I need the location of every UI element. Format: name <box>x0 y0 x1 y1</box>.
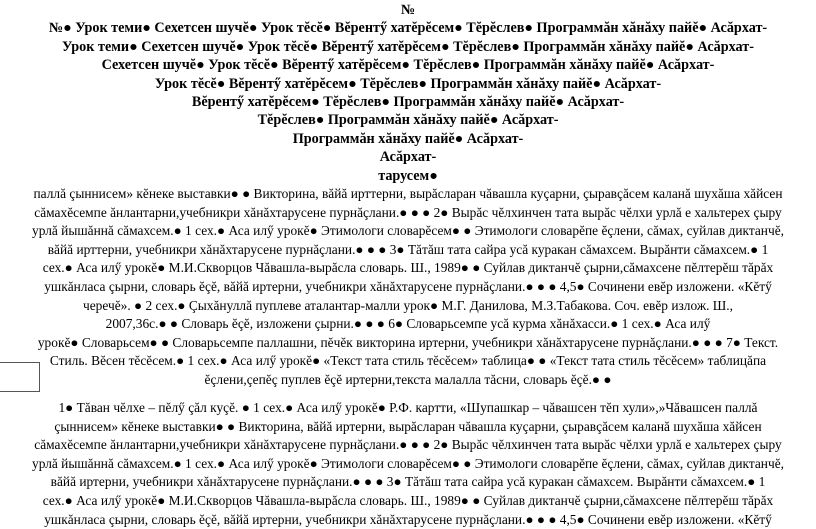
header-line: Асăрхат- <box>379 149 437 166</box>
body-line: Стиль. Вĕсен тĕсĕсем.● 1 сех.● Аса илӳ урокĕ● «Текст тата стиль тĕсĕсем» таблица● ● «Текст тата стиль тĕсĕсем» таблицăпа <box>49 353 767 369</box>
body-line: сăмахĕсемпе ăнлантарни,учебникри хăнăхтарусене пурнăçлани.● ● ● 2● Вырăс чĕлхинчен тата вырăс чĕлхи урлă е хальтерех çыру <box>34 437 782 453</box>
header-line: Сехетсен шучĕ● Урок тĕсĕ● Вĕрентӳ хатĕрĕсем● Тĕрĕслев● Программăн хăнăху пайĕ● Асăрхат- <box>101 57 715 74</box>
body-line: ушкăнласа çырни, словарь ĕçĕ, вăйă иртерни, учебникри хăнăхтарусене пурнăçлани.● ● ● 4,5● Сочинени евĕр изложени. «Кĕтӳ <box>44 279 772 295</box>
body-line: урлă йышăннă сăмахсем.● 1 сех.● Аса илӳ урокĕ● Этимологи словарĕсем● ● Этимологи словарĕпе ĕçлени, сăмах, суйлав диктанчĕ, <box>32 455 784 471</box>
header-line: Урок тĕсĕ● Вĕрентӳ хатĕрĕсем● Тĕрĕслев● Программăн хăнăху пайĕ● Асăрхат- <box>154 75 662 92</box>
header-line: Урок теми● Сехетсен шучĕ● Урок тĕсĕ● Вĕрентӳ хатĕрĕсем● Тĕрĕслев● Программăн хăнăху пайĕ● Асăрхат- <box>62 38 754 55</box>
header-line: №● Урок теми● Сехетсен шучĕ● Урок тĕсĕ● Вĕрентӳ хатĕрĕсем● Тĕрĕслев● Программăн хăнăху пайĕ● Асăрхат- <box>48 20 768 37</box>
body-line: урокĕ● Словарьсем● ● Словарьсемпе паллашни, пĕчĕк викторина иртерни, учебникри хăнăхтарусене пурнăçлани.● ● ● 7● Текст. <box>37 334 779 350</box>
body-line: сех.● Аса илӳ урокĕ● М.И.Скворцов Чăвашла-вырăсла словарь. Ш., 1989● ● Суйлав диктанчĕ çырни,сăмахсене пĕлтерĕш тăрăх <box>42 260 774 276</box>
header-block <box>0 19 816 185</box>
body-line: ушкăнласа çырни, словарь ĕçĕ, вăйă иртерни, учебникри хăнăхтарусене пурнăçлани.● ● ● 4,5● Сочинени евĕр изложени. «Кĕтӳ <box>44 511 772 527</box>
body-line: çыннисем» кĕнеке выставки● ● Викторина, вăйă иртерни, вырăсларан чăвашла куçарни, çыравçăсем каланă шухăша хăйсен <box>54 418 762 434</box>
header-line: тарусем● <box>378 167 438 184</box>
body-line: сех.● Аса илӳ урокĕ● М.И.Скворцов Чăвашла-вырăсла словарь. Ш., 1989● ● Суйлав диктанчĕ çырни,сăмахсене пĕлтерĕш тăрăх <box>42 492 774 508</box>
header-line: Программăн хăнăху пайĕ● Асăрхат- <box>292 130 524 147</box>
body-line: паллă çыннисем» кĕнеке выставки● ● Викторина, вăйă ирттерни, вырăсларан чăвашла куçарни, çыравçăсем каланă шухăша хăйсен <box>33 186 783 202</box>
number-heading: № <box>400 2 416 18</box>
header-line: Тĕрĕслев● Программăн хăнăху пайĕ● Асăрхат- <box>257 112 559 129</box>
body-line: 1● Тăван чĕлхе – пĕлӳ çăл куçĕ. ● 1 сех.● Аса илӳ урокĕ● Р.Ф. картти, «Шупашкар – чăвашсен тĕп хули»,»Чăвашсен паллă <box>58 400 758 415</box>
body-line: ĕçлени,çепĕç пуплев ĕçĕ иртерни,текста малалла тăсни, словарь ĕçĕ.● ● <box>204 372 612 387</box>
header-line: Вĕрентӳ хатĕрĕсем● Тĕрĕслев● Программăн хăнăху пайĕ● Асăрхат- <box>191 94 625 111</box>
body-line: черечĕ». ● 2 сех.● Çыхăнуллă пуплеве аталантар-малли урок● М.Г. Данилова, М.З.Табакова. Соч. евĕр излож. Ш., <box>82 297 734 313</box>
body-paragraph <box>4 185 812 390</box>
body-line: вăйă иртерни, учебникри хăнăхтарусене пурнăçлани.● ● ● 3● Тăтăш тата сайра усă куракан сăмахсем. Вырăнти сăмахсем.● 1 <box>50 474 766 490</box>
body-line: сăмахĕсемпе ăнлантарни,учебникри хăнăхтарусене пурнăçлани.● ● ● 2● Вырăс чĕлхинчен тата вырăс чĕлхи урлă е хальтерех çыру <box>34 204 782 220</box>
body-line: вăйă ирттерни, учебникри хăнăхтарусене пурнăçлани.● ● ● 3● Тăтăш тата сайра усă куракан сăмахсем. Вырăнти сăмахсем.● 1 <box>47 241 769 257</box>
body-line: урлă йышăннă сăмахсем.● 1 сех.● Аса илӳ урокĕ● Этимологи словарĕсем● ● Этимологи словарĕпе ĕçлени, сăмах, суйлав диктанчĕ, <box>32 223 784 239</box>
body-line: 2007,36с.● ● Словарь ĕçĕ, изложени çырни.● ● ● 6● Словарьсемпе усă курма хăнăхасси.● 1 сех.● Аса илӳ <box>105 316 711 332</box>
table-cell-box <box>0 362 40 392</box>
